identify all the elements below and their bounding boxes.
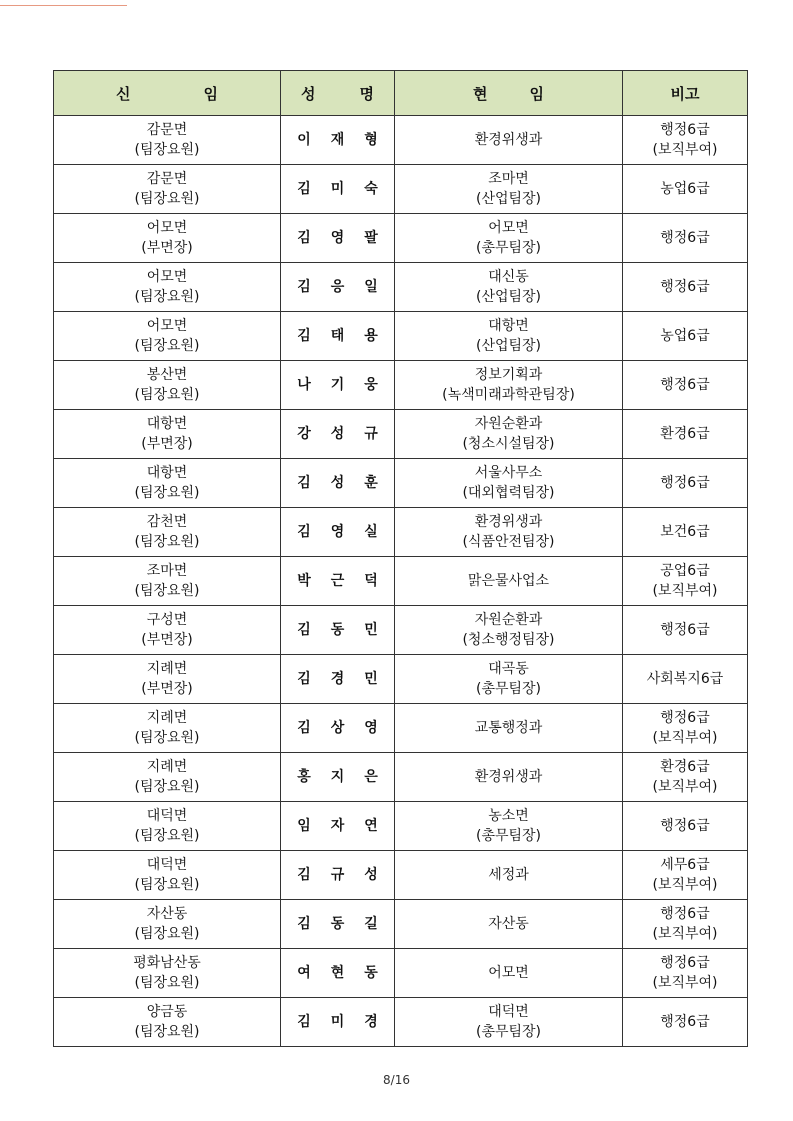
new-post-cell [54,361,281,410]
new-post-cell-line: 어모면 [146,269,188,285]
table-header [54,71,748,116]
new-post-cell-line: (팀장요원) [134,730,200,746]
person-name: 여 현 동 [297,965,378,981]
name-cell [281,557,395,606]
header-note: 비고 [623,71,748,116]
name-cell [281,263,395,312]
new-post-cell [54,557,281,606]
current-post-cell-line: 환경위생과 [474,514,543,530]
note-cell-line: 행정6급 [660,122,710,138]
person-name: 강 성 규 [297,426,378,442]
note-cell [623,459,748,508]
note-cell-line: 환경6급 [660,759,710,775]
new-post-cell [54,263,281,312]
current-post-cell-line: 환경위생과 [474,132,543,148]
note-cell-line: 행정6급 [660,906,710,922]
note-cell-line: (보직부여) [652,877,718,893]
header-char: 명 [359,84,374,103]
note-cell-line: (보직부여) [652,730,718,746]
new-post-cell-line: (부면장) [141,240,193,256]
current-post-cell-line: 자원순환과 [474,416,543,432]
current-post-cell-line: (대외협력팀장) [462,485,555,501]
current-post-cell-line: 어모면 [488,220,529,236]
current-post-cell [395,655,623,704]
table-row [54,606,748,655]
note-cell-line: (보직부여) [652,779,718,795]
note-cell-line: 농업6급 [660,328,710,344]
table-row [54,214,748,263]
note-cell-line: (보직부여) [652,975,718,991]
note-cell [623,655,748,704]
current-post-cell [395,361,623,410]
new-post-cell-line: (팀장요원) [134,779,200,795]
table-row [54,998,748,1047]
note-cell [623,802,748,851]
note-cell [623,214,748,263]
name-cell [281,410,395,459]
header-current-post [395,71,623,116]
table-row [54,900,748,949]
name-cell [281,116,395,165]
table-row [54,165,748,214]
current-post-cell [395,802,623,851]
person-name: 김 성 훈 [297,475,378,491]
note-cell [623,361,748,410]
current-post-cell-line: (식품안전팀장) [462,534,555,550]
new-post-cell-line: 봉산면 [146,367,188,383]
note-cell-line: 행정6급 [660,710,710,726]
new-post-cell-line: 지례면 [146,661,188,677]
new-post-cell-line: (팀장요원) [134,583,200,599]
new-post-cell-line: 대항면 [146,416,188,432]
current-post-cell-line: 환경위생과 [474,769,543,785]
current-post-cell-line: (총무팀장) [475,681,542,697]
new-post-cell [54,704,281,753]
note-cell-line: 환경6급 [660,426,710,442]
note-cell [623,263,748,312]
current-post-cell-line: 세정과 [488,867,529,883]
name-cell [281,606,395,655]
table-row [54,802,748,851]
current-post-cell [395,459,623,508]
new-post-cell-line: 지례면 [146,759,188,775]
current-post-cell [395,900,623,949]
current-post-cell-line: 정보기획과 [474,367,543,383]
person-name: 홍 지 은 [297,769,378,785]
note-cell [623,606,748,655]
note-cell [623,508,748,557]
current-post-cell-line: (청소시설팀장) [462,436,555,452]
current-post-cell [395,508,623,557]
header-char: 현 [473,84,488,103]
new-post-cell-line: (부면장) [141,681,193,697]
top-rule [0,5,127,6]
note-cell [623,410,748,459]
current-post-cell-line: 대신동 [488,269,529,285]
new-post-cell-line: 감문면 [146,171,188,187]
name-cell [281,214,395,263]
note-cell [623,900,748,949]
new-post-cell-line: 감문면 [146,122,188,138]
new-post-cell-line: (부면장) [141,436,193,452]
new-post-cell-line: (팀장요원) [134,926,200,942]
note-cell-line: (보직부여) [652,142,718,158]
new-post-cell-line: (팀장요원) [134,485,200,501]
current-post-cell [395,410,623,459]
current-post-cell [395,949,623,998]
current-post-cell-line: 대곡동 [488,661,529,677]
person-name: 김 미 경 [297,1014,378,1030]
current-post-cell-line: (총무팀장) [475,828,542,844]
current-post-cell-line: (산업팀장) [475,289,542,305]
new-post-cell-line: 양금동 [146,1004,188,1020]
new-post-cell-line: (팀장요원) [134,289,200,305]
person-name: 김 경 민 [297,671,378,687]
new-post-cell-line: (팀장요원) [134,877,200,893]
note-cell-line: 세무6급 [660,857,710,873]
person-name: 김 동 민 [297,622,378,638]
header-char: 임 [203,84,218,103]
current-post-cell-line: 서울사무소 [474,465,543,481]
new-post-cell-line: (팀장요원) [134,387,200,403]
note-cell-line: 보건6급 [660,524,710,540]
name-cell [281,508,395,557]
person-name: 박 근 덕 [297,573,378,589]
new-post-cell-line: (팀장요원) [134,828,200,844]
new-post-cell-line: 어모면 [146,220,188,236]
new-post-cell [54,655,281,704]
table-row [54,753,748,802]
new-post-cell-line: (부면장) [141,632,193,648]
person-name: 김 미 숙 [297,181,378,197]
name-cell [281,165,395,214]
table-row [54,557,748,606]
note-cell [623,704,748,753]
new-post-cell [54,900,281,949]
name-cell [281,949,395,998]
new-post-cell-line: 지례면 [146,710,188,726]
table-body [54,116,748,1047]
note-cell-line: 행정6급 [660,955,710,971]
current-post-cell-line: 자원순환과 [474,612,543,628]
new-post-cell [54,998,281,1047]
table-row [54,459,748,508]
name-cell [281,851,395,900]
person-name: 임 자 연 [297,818,378,834]
note-cell-line: 사회복지6급 [646,671,724,687]
current-post-cell-line: (총무팀장) [475,1024,542,1040]
person-name: 김 상 영 [297,720,378,736]
table-row [54,704,748,753]
current-post-cell-line: (총무팀장) [475,240,542,256]
table-row [54,361,748,410]
name-cell [281,655,395,704]
person-name: 김 태 용 [297,328,378,344]
new-post-cell-line: 자산동 [146,906,188,922]
current-post-cell-line: 교통행정과 [474,720,543,736]
current-post-cell [395,116,623,165]
note-cell [623,998,748,1047]
new-post-cell [54,116,281,165]
new-post-cell-line: 대항면 [146,465,188,481]
new-post-cell [54,410,281,459]
table-row [54,508,748,557]
note-cell-line: 행정6급 [660,622,710,638]
note-cell-line: 공업6급 [660,563,710,579]
person-name: 나 기 웅 [297,377,378,393]
personnel-table [53,70,748,1047]
current-post-cell [395,998,623,1047]
table-row [54,263,748,312]
current-post-cell [395,851,623,900]
note-cell [623,165,748,214]
new-post-cell-line: 대덕면 [146,857,188,873]
new-post-cell [54,165,281,214]
name-cell [281,361,395,410]
current-post-cell-line: (산업팀장) [475,191,542,207]
new-post-cell-line: (팀장요원) [134,534,200,550]
new-post-cell-line: 조마면 [146,563,188,579]
current-post-cell-line: (녹색미래과학관팀장) [442,387,575,403]
note-cell-line: 행정6급 [660,475,710,491]
person-name: 김 응 일 [297,279,378,295]
current-post-cell [395,165,623,214]
note-cell-line: (보직부여) [652,583,718,599]
table-row [54,851,748,900]
table-row [54,312,748,361]
note-cell [623,312,748,361]
current-post-cell [395,557,623,606]
current-post-cell [395,606,623,655]
new-post-cell-line: 감천면 [146,514,188,530]
current-post-cell [395,753,623,802]
note-cell [623,851,748,900]
current-post-cell-line: 대덕면 [488,1004,529,1020]
name-cell [281,998,395,1047]
header-char: 성 [301,84,316,103]
header-char: 신 [116,84,131,103]
new-post-cell [54,851,281,900]
current-post-cell [395,704,623,753]
header-char: 임 [529,84,544,103]
current-post-cell-line: 대항면 [488,318,529,334]
new-post-cell-line: 평화남산동 [133,955,201,971]
table-row [54,655,748,704]
new-post-cell-line: (팀장요원) [134,1024,200,1040]
new-post-cell-line: 대덕면 [146,808,188,824]
new-post-cell [54,802,281,851]
name-cell [281,704,395,753]
current-post-cell-line: (산업팀장) [475,338,542,354]
new-post-cell [54,949,281,998]
current-post-cell-line: 자산동 [488,916,529,932]
table-row [54,410,748,459]
new-post-cell [54,459,281,508]
new-post-cell-line: (팀장요원) [134,191,200,207]
person-name: 김 영 팔 [297,230,378,246]
new-post-cell [54,312,281,361]
new-post-cell [54,606,281,655]
name-cell [281,900,395,949]
person-name: 이 재 형 [297,132,378,148]
note-cell-line: 행정6급 [660,279,710,295]
name-cell [281,312,395,361]
name-cell [281,802,395,851]
table-row [54,949,748,998]
current-post-cell-line: 어모면 [488,965,529,981]
person-name: 김 영 실 [297,524,378,540]
current-post-cell-line: 조마면 [488,171,529,187]
new-post-cell [54,753,281,802]
note-cell-line: (보직부여) [652,926,718,942]
person-name: 김 동 길 [297,916,378,932]
current-post-cell [395,263,623,312]
page-number: 8/16 [383,1073,410,1087]
new-post-cell-line: (팀장요원) [134,975,200,991]
new-post-cell-line: 어모면 [146,318,188,334]
current-post-cell-line: (청소행정팀장) [462,632,555,648]
new-post-cell-line: (팀장요원) [134,142,200,158]
current-post-cell [395,312,623,361]
note-cell [623,949,748,998]
name-cell [281,459,395,508]
person-name: 김 규 성 [297,867,378,883]
current-post-cell [395,214,623,263]
note-cell-line: 행정6급 [660,377,710,393]
table-row [54,116,748,165]
current-post-cell-line: 맑은물사업소 [467,573,550,589]
note-cell [623,753,748,802]
new-post-cell-line: 구성면 [146,612,188,628]
note-cell-line: 행정6급 [660,230,710,246]
note-cell-line: 농업6급 [660,181,710,197]
name-cell [281,753,395,802]
note-cell-line: 행정6급 [660,818,710,834]
new-post-cell [54,214,281,263]
note-cell-line: 행정6급 [660,1014,710,1030]
note-cell [623,557,748,606]
new-post-cell-line: (팀장요원) [134,338,200,354]
current-post-cell-line: 농소면 [488,808,529,824]
header-name [281,71,395,116]
new-post-cell [54,508,281,557]
note-cell [623,116,748,165]
header-new-post [54,71,281,116]
